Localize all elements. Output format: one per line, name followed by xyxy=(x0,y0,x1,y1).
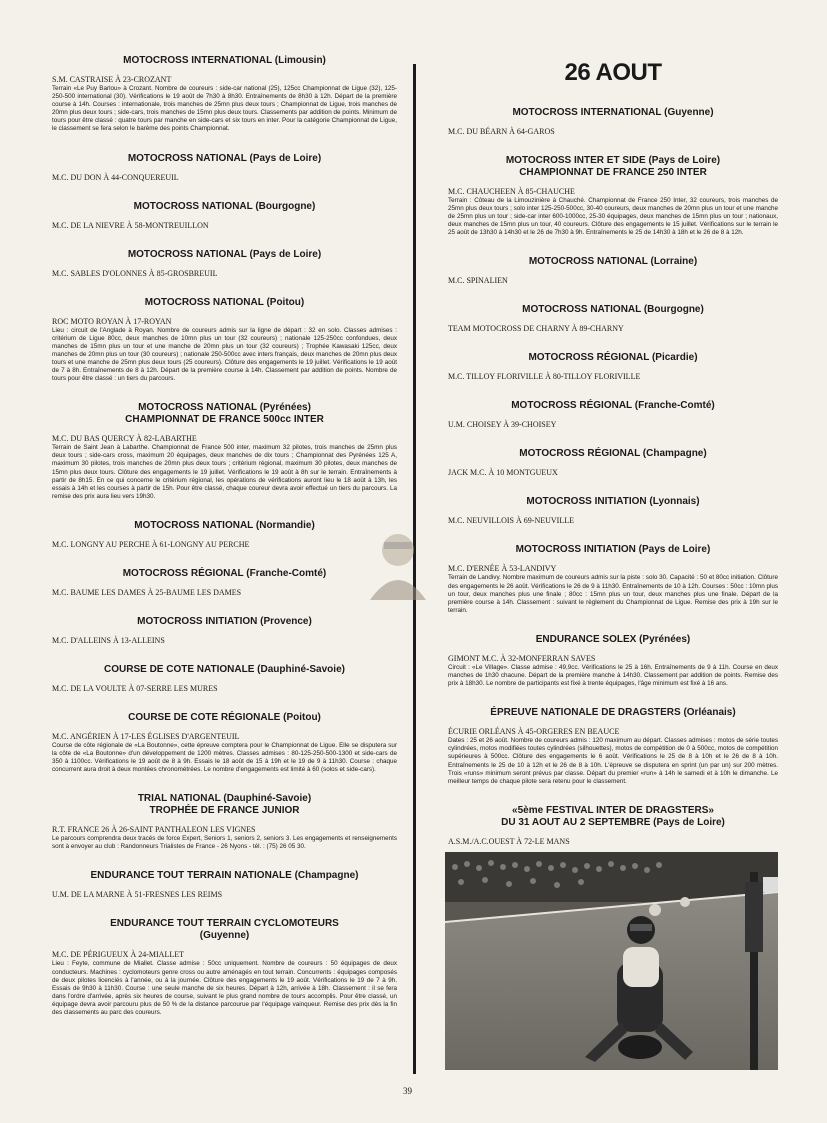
event-block xyxy=(52,55,397,134)
event-club: GIMONT M.C. À 32-MONFERRAN SAVES xyxy=(448,653,596,663)
event-title: MOTOCROSS NATIONAL (Normandie) xyxy=(134,519,315,531)
event-block xyxy=(52,793,397,851)
event-block xyxy=(52,712,397,774)
event-block xyxy=(448,107,778,136)
event-description: Dates : 25 et 26 août. Nombre de coureurs admis : 120 maximum au départ. Classes admises : motos de série toutes cylindrées, motos modifiées toutes cylindrées (silhouettes), motos de compétition de 0 à 500cc, motos de compétition supérieures à 500cc. Clôture des engagements le 6 août. Vérifications le 25 de 8 à 10h et le 26 de 8 à 10h. Entraînements le 25 de 10 à 12h et le 26 de 8 à 10h. L'épreuve se disputera en sprint (un par un) sur 200 mètres. Trois «runs» minimum seront prévus par classe. Départ du premier «run» à 14h le samedi et à 10h le dimanche. Le meilleur temps de chaque pilote sera retenu pour le classement. xyxy=(448,737,778,785)
left-column xyxy=(52,55,397,1036)
event-title: MOTOCROSS NATIONAL (Pays de Loire) xyxy=(127,152,322,164)
event-block xyxy=(52,201,397,230)
event-club: M.C. ANGÉRIEN À 17-LES ÉGLISES D'ARGENTEUIL xyxy=(52,731,240,741)
event-title: COURSE DE COTE RÉGIONALE (Poitou) xyxy=(128,711,321,723)
event-club: M.C. SABLES D'OLONNES À 85-GROSBREUIL xyxy=(52,268,218,278)
event-club: M.C. NEUVILLOIS À 69-NEUVILLE xyxy=(448,516,574,526)
event-club: M.C. BAUME LES DAMES À 25-BAUME LES DAMES xyxy=(52,587,242,597)
event-title: MOTOCROSS NATIONAL (Pays de Loire) xyxy=(127,248,322,260)
right-column xyxy=(448,55,778,865)
event-club: M.C. LONGNY AU PERCHE À 61-LONGNY AU PERCHE xyxy=(52,539,250,549)
event-club: ÉCURIE ORLÉANS À 45-ORGERES EN BEAUCE xyxy=(448,727,620,737)
event-block xyxy=(448,544,778,614)
event-title: MOTOCROSS RÉGIONAL (Franche-Comté) xyxy=(511,400,715,412)
event-title: MOTOCROSS NATIONAL (Bourgogne) xyxy=(522,304,704,316)
event-block xyxy=(448,400,778,429)
event-title: ENDURANCE SOLEX (Pyrénées) xyxy=(535,633,691,645)
event-title: MOTOCROSS INTERNATIONAL (Limousin) xyxy=(123,55,326,66)
event-block xyxy=(52,153,397,182)
event-title: MOTOCROSS NATIONAL (Lorraine) xyxy=(528,256,698,268)
event-block xyxy=(448,448,778,477)
event-block xyxy=(448,256,778,285)
event-title: MOTOCROSS NATIONAL (Pyrénées) CHAMPIONNAT DE FRANCE 500cc INTER xyxy=(125,402,324,426)
event-block xyxy=(52,249,397,278)
event-block xyxy=(52,616,397,645)
event-title: ENDURANCE TOUT TERRAIN CYCLOMOTEURS (Guyenne) xyxy=(110,918,339,942)
event-club: S.M. CASTRAISE À 23-CROZANT xyxy=(52,75,172,84)
event-club: M.C. CHAUCHEEN À 85-CHAUCHE xyxy=(448,187,575,196)
event-title: TRIAL NATIONAL (Dauphiné-Savoie) TROPHÉE DE FRANCE JUNIOR xyxy=(137,793,312,817)
stamp-portrait-icon xyxy=(358,520,438,600)
event-block xyxy=(52,918,397,1017)
event-club: M.C. D'ALLEINS À 13-ALLEINS xyxy=(52,635,165,645)
event-club: M.C. DE LA VOULTE À 07-SERRE LES MURES xyxy=(52,683,218,693)
event-title: COURSE DE COTE NATIONALE (Dauphiné-Savoie) xyxy=(104,663,345,675)
event-title: MOTOCROSS INITIATION (Lyonnais) xyxy=(526,496,700,508)
event-block xyxy=(448,352,778,381)
event-description: Le parcours comprendra deux tracés de force Expert, Seniors 1, seniors 2, seniors 3. Les engagements et renseignements sont à envoyer au club : Randonneurs Trialistes de France - 26 Nyons - tél. : (75) 26 05 30. xyxy=(52,835,397,851)
event-club: M.C. D'ERNÉE À 53-LANDIVY xyxy=(448,564,557,574)
event-club: M.C. DU BÉARN À 64-GAROS xyxy=(448,127,555,136)
event-club: R.T. FRANCE 26 À 26-SAINT PANTHALEON LES VIGNES xyxy=(52,825,256,835)
event-description: Lieu : circuit de l'Anglade à Royan. Nombre de coureurs admis sur la ligne de départ : 32 en solo. Classes admises : critérium de Ligue 80cc, deux manches de 10mn plus un tour (32 coureurs) ; nationale 125-250cc confondues, deux manches de 15mn plus un tour et une manche de 20mn plus un tour (32 coureurs) ; Trophée Kawasaki 125cc, deux manches de 20mn plus un tour (30 coureurs) ; nationale 250-500cc avec inters français, deux manches de 20mn plus deux tours et une manche de 25mn plus deux tours (25 coureurs). Clôture des engagements le 19 juillet. Vérifications le 19 août de 7 à 8h. Entraînements de 8 à 12h. Départ de la première course à 14h. Classement par addition de points. Nombre de tours pour être classé : un tiers du parcours. xyxy=(52,326,397,383)
dragster-photo xyxy=(445,852,778,1070)
event-block xyxy=(448,155,778,237)
event-description: Circuit : «Le Village». Classe admise : 49,9cc. Vérifications le 25 à 16h. Entraînements de 9 à 11h. Course en deux manches de 1h30 chacune. Départ de la première manche à 14h30. Classement par addition de points. Remise des prix à 18h30. Le nombre de participants est fixé à trente équipages, l'âge minimum est fixé à 16 ans. xyxy=(448,663,778,688)
event-title: «5ème FESTIVAL INTER DE DRAGSTERS» DU 31 AOUT AU 2 SEPTEMBRE (Pays de Loire) xyxy=(501,804,725,828)
event-title: MOTOCROSS NATIONAL (Bourgogne) xyxy=(133,200,316,212)
event-block xyxy=(448,304,778,333)
event-club: TEAM MOTOCROSS DE CHARNY À 89-CHARNY xyxy=(448,324,624,334)
event-club: ROC MOTO ROYAN À 17-ROYAN xyxy=(52,316,172,326)
event-club: JACK M.C. À 10 MONTGUEUX xyxy=(448,468,558,478)
event-club: M.C. DE LA NIEVRE À 58-MONTREUILLON xyxy=(52,220,209,230)
event-title: MOTOCROSS INTERNATIONAL (Guyenne) xyxy=(512,107,714,118)
page-number: 39 xyxy=(403,1086,412,1096)
event-club: U.M. CHOISEY À 39-CHOISEY xyxy=(448,420,557,430)
event-description: Terrain de Saint Jean à Labarthe. Championnat de France 500 inter, maximum 32 pilotes, trois manches de 25mn plus deux tours ; side-cars cross, maximum 20 équipages, deux manches de dix tours ; Championnat des Pyrénées 125 A, maximum 30 pilotes, trois manches de 20mn plus deux tours ; critérium régional, maximum 30 pilotes, deux manches de 15mn plus deux tours. Clôture des engagements le 19 juillet. Vérifications le 19 août à 8h sur le terrain. Entraînements à partir de 8h15. En ce qui concerne le critérium régional, les opérations de vérifications auront lieu le 18 août à 13h, les essais à 14h et les courses à partir de 15h. Pour être classé, chaque coureur devra avoir effectué un tiers du parcours. La remise des prix aura lieu vers 19h30. xyxy=(52,444,397,500)
event-block xyxy=(448,805,778,846)
event-title: MOTOCROSS INTER ET SIDE (Pays de Loire) CHAMPIONNAT DE FRANCE 250 INTER xyxy=(505,155,721,178)
event-title: MOTOCROSS INITIATION (Provence) xyxy=(137,615,312,627)
event-block xyxy=(52,402,397,501)
event-block xyxy=(52,568,397,597)
event-description: Course de côte régionale de «La Boutonne», cette épreuve comptera pour le Championnat de Ligue. Elle se disputera sur la côte de «La Boutonne» d'un développement de 1200 mètres. Classes admises : 80-125-250-500-1300 et side-cars de 350 à 1100cc. Vérifications le 19 août de 8 à 9h. Essais le 18 août de 15 à 19h et le 19 de 9 à 11h30. Course : chaque concurrent aura droit à deux montées chronométrées. Le nombre d'engagements est limité à 60 (solos et side-cars). xyxy=(52,741,397,774)
event-block xyxy=(52,297,397,384)
event-block xyxy=(52,870,397,899)
event-description: Terrain : Côteau de la Limouzinière à Chauché. Championnat de France 250 Inter, 32 coureurs, trois manches de 25mn plus deux tours ; solo inter 125-250-500cc, 30-40 coureurs, deux manches de 20mn plus un tour et une manche de 25mn plus un tour ; side-car inter 600-1000cc, 25-30 équipages, deux manches de 15mn plus un tour ; nationaux, deux manches de 15mn plus un tour, 40 coureurs. Clôture des engagements le 15 juillet. Vérifications sur le terrain le 25 août de 13h30 à 14h30 et le 26 de 7h30 à 9h. Entraînements le 25 de 14h30 à 18h et le 26 de 8 à 12h. xyxy=(448,197,778,237)
event-club: M.C. SPINALIEN xyxy=(448,276,508,286)
event-club: M.C. DE PÉRIGUEUX À 24-MIALLET xyxy=(52,950,184,960)
event-block xyxy=(448,707,778,786)
event-block xyxy=(448,634,778,688)
event-club: A.S.M./A.C.OUEST À 72-LE MANS xyxy=(448,836,570,846)
event-title: MOTOCROSS RÉGIONAL (Franche-Comté) xyxy=(122,567,327,579)
event-club: M.C. TILLOY FLORIVILLE À 80-TILLOY FLORIVILLE xyxy=(448,372,641,382)
event-block xyxy=(52,520,397,549)
event-description: Lieu : Feyte, commune de Miallet. Classe admise : 50cc uniquement. Nombre de coureurs : 50 équipages de deux conducteurs. Machines : cyclomoteurs genre cross ou autre aménagés en tout terrain. Concurrents : équipages composés de deux pilotes licenciés à l'année, ou à la journée. Clôture des engagements le 19 août. Vérifications le 19 de 7 à 9h. Essais de 9h30 à 11h30. Course : une seule manche de six heures. Départ à 12h, arrivée à 18h. Classement : il se fera dans l'ordre d'arrivée, après six heures de course, suivant le plus grand nombre de tours accomplis. Pour être classé, un équipage devra avoir parcouru plus de 50 % de la distance parcourue par l'équipage vainqueur. Remise des prix dès la fin des classements au parc des coureurs. xyxy=(52,960,397,1016)
event-club: U.M. DE LA MARNE À 51-FRESNES LES REIMS xyxy=(52,890,223,900)
event-title: ENDURANCE TOUT TERRAIN NATIONALE (Champagne) xyxy=(90,870,359,882)
event-club: M.C. DU DON À 44-CONQUEREUIL xyxy=(52,172,179,182)
event-title: MOTOCROSS RÉGIONAL (Champagne) xyxy=(519,448,707,460)
page-title: 26 AOUT xyxy=(564,59,662,86)
event-title: MOTOCROSS NATIONAL (Poitou) xyxy=(144,296,305,308)
event-club: M.C. DU BAS QUERCY À 82-LABARTHE xyxy=(52,434,197,444)
event-block xyxy=(52,664,397,693)
event-block xyxy=(448,496,778,525)
event-description: Terrain «Le Puy Barlou» à Crozant. Nombre de coureurs : side-car national (25), 125cc Championnat de Ligue (32), 125-250-500 international (30). Vérifications le 19 août de 7h30 à 8h30. Entraînements de 8h30 à 12h. Départ de la première course à 14h. Courses : internationale, trois manches de 25mn plus deux tours ; Championnat de Ligue, trois manches de 20mn plus deux tours ; side-cars, trois manches de 15mn plus deux tours. Classements par addition de points. Minimum de tours pour être classé : quatre tours par manche en side-cars et six tours en inter. Pour la catégorie Championnat de Ligue, le classement se fera selon le barème des points Championnat. xyxy=(52,85,397,133)
event-title: MOTOCROSS RÉGIONAL (Picardie) xyxy=(528,352,698,364)
event-title: ÉPREUVE NATIONALE DE DRAGSTERS (Orléanais) xyxy=(490,707,736,719)
event-title: MOTOCROSS INITIATION (Pays de Loire) xyxy=(515,544,711,556)
event-description: Terrain de Landivy. Nombre maximum de coureurs admis sur la piste : solo 30. Capacité : 50 et 80cc initiation. Clôture des engagements le 26 août. Vérifications le 26 de 9 à 11h30. Entraînements de 10 à 12h. Courses : 50cc : 10mn plus un tour, deux manches plus une finale ; 80cc : 15mn plus un tour, deux manches plus une finale. Départ de la première course à 14h. Classement : suivant le règlement du Championnat de Ligue. Remise des prix à 19h sur le terrain. xyxy=(448,574,778,614)
